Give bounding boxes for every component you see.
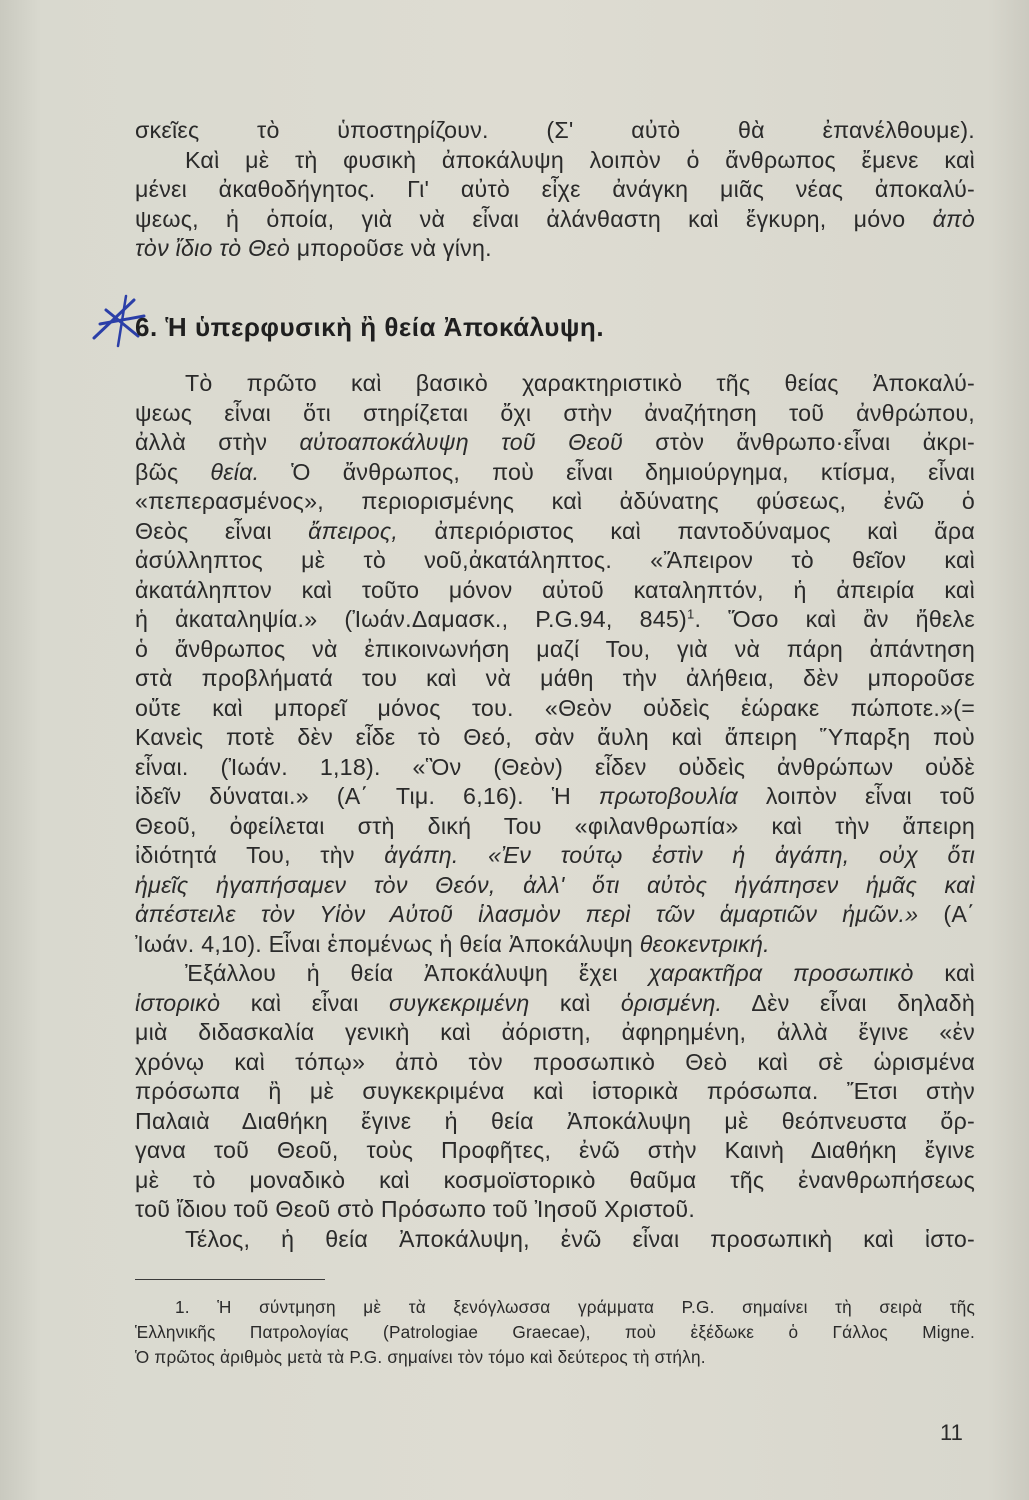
- text-segment: ἀπεριόριστος καὶ παντοδύναμος καὶ ἄρα: [398, 517, 975, 544]
- text-segment: λοιπὸν εἶναι τοῦ: [737, 783, 975, 809]
- text-line: [135, 841, 975, 871]
- text-segment: . Ὅσο καὶ ἂν ἤθελε: [694, 606, 975, 632]
- text-segment: Ὁ ἄνθρωπος, ποὺ εἶναι δημιούργημα, κτίσμα, εἶναι: [259, 458, 975, 485]
- italic-text: ἱστορικὸ: [135, 989, 221, 1016]
- text-line: τοῦ ἴδιου τοῦ Θεοῦ στὸ Πρόσωπο τοῦ Ἰησοῦ Χριστοῦ.: [135, 1196, 696, 1222]
- italic-text: ἄπειρος,: [308, 517, 399, 544]
- footnote-ref: 1: [687, 606, 695, 622]
- italic-text: ἀπὸ: [932, 205, 975, 232]
- italic-text: τὸν ἴδιο τὸ Θεὸ: [135, 235, 291, 261]
- second-paragraph: [135, 959, 975, 1254]
- italic-text: θεοκεντρική.: [639, 930, 770, 957]
- text-line: [135, 605, 975, 635]
- text-line: [135, 205, 975, 235]
- text-segment: μποροῦσε νὰ γίνη.: [290, 235, 492, 261]
- text-segment: βῶς: [135, 458, 211, 485]
- text-line: στὰ προβλήματά του καὶ νὰ μάθη τὴν ἀλήθεια, δὲν μποροῦσε: [135, 665, 975, 691]
- text-line: [135, 458, 975, 488]
- text-segment: στὸν ἄνθρωπο·εἶναι ἀκρι-: [623, 429, 976, 455]
- italic-text: πρωτοβουλία: [598, 783, 738, 809]
- text-segment: Θεὸς εἶναι: [135, 517, 309, 544]
- text-line: μένει ἀκαθοδήγητος. Γι' αὐτὸ εἶχε ἀνάγκη μιᾶς νέας ἀποκαλύ-: [135, 176, 975, 202]
- text-segment: ἡ ἀκαταληψία.» (Ἰωάν.Δαμασκ., P.G.94, 845): [135, 606, 687, 632]
- text-line: ψεως εἶναι ὅτι στηρίζεται ὄχι στὴν ἀναζήτηση τοῦ ἀνθρώπου,: [135, 399, 975, 426]
- text-segment: καὶ εἶναι: [220, 989, 389, 1016]
- text-segment: Ἰωάν. 4,10). Εἶναι ἑπομένως ἡ θεία Ἀποκάλυψη: [135, 930, 640, 957]
- text-line: [135, 871, 975, 901]
- page-number: 11: [940, 1420, 963, 1445]
- text-line: εἶναι. (Ἰωάν. 1,18). «Ὃν (Θεὸν) εἶδεν οὐδεὶς ἀνθρώπων οὐδὲ: [135, 753, 975, 780]
- text-line: Καὶ μὲ τὴ φυσικὴ ἀποκάλυψη λοιπὸν ὁ ἄνθρωπος ἔμενε καὶ: [185, 146, 975, 173]
- italic-text: ἀγάπη. «Ἐν τούτῳ ἐστὶν ἡ ἀγάπη, οὐχ ὅτι: [384, 842, 975, 868]
- text-line: ὁ ἄνθρωπος νὰ ἐπικοινωνήση μαζί Του, γιὰ νὰ πάρη ἀπάντηση: [135, 635, 975, 662]
- text-line: Παλαιὰ Διαθήκη ἔγινε ἡ θεία Ἀποκάλυψη μὲ θεόπνευστα ὄρ-: [135, 1107, 975, 1134]
- footnote-line: Ὁ πρῶτος ἀριθμὸς μετὰ τὰ P.G. σημαίνει τὸν τόμο καὶ δεύτερος τὴ στήλη.: [135, 1347, 706, 1367]
- text-line: [135, 517, 975, 547]
- text-line: σκεῖες τὸ ὑποστηρίζουν. (Σ' αὐτὸ θὰ ἐπανέλθουμε).: [135, 117, 975, 143]
- footnote: [135, 1295, 975, 1370]
- text-line: χρόνῳ καὶ τόπῳ» ἀπὸ τὸν προσωπικὸ Θεὸ καὶ σὲ ὡρισμένα: [135, 1048, 975, 1075]
- italic-text: χαρακτῆρα προσωπικὸ: [648, 960, 914, 986]
- italic-text: αὐτοαποκάλυψη τοῦ Θεοῦ: [299, 429, 623, 455]
- text-line: μὲ τὸ μοναδικὸ καὶ κοσμοϊστορικὸ θαῦμα τῆς ἐνανθρωπήσεως: [135, 1166, 975, 1193]
- text-line: [135, 989, 975, 1019]
- text-line: «πεπερασμένος», περιορισμένης καὶ ἀδύνατης φύσεως, ἐνῶ ὁ: [135, 488, 975, 514]
- text-segment: ἀλλὰ στὴν: [135, 429, 300, 455]
- text-line: πρόσωπα ἢ μὲ συγκεκριμένα καὶ ἱστορικὰ πρόσωπα. Ἔτσι στὴν: [135, 1078, 975, 1104]
- italic-text: θεία.: [210, 458, 260, 485]
- text-segment: (Α΄: [918, 901, 976, 927]
- main-paragraph: [135, 369, 975, 959]
- text-line: Τὸ πρῶτο καὶ βασικὸ χαρακτηριστικὸ τῆς θείας Ἀποκαλύ-: [185, 370, 975, 396]
- text-segment: ἰδιότητά Του, τὴν: [135, 842, 385, 868]
- text-line: Θεοῦ, ὀφείλεται στὴ δική Του «φιλανθρωπία» καὶ τὴν ἄπειρη: [135, 812, 975, 839]
- text-line: ἀκατάληπτον καὶ τοῦτο μόνον αὐτοῦ καταληπτόν, ἡ ἀπειρία καὶ: [135, 576, 975, 603]
- text-segment: Ἐξάλλου ἡ θεία Ἀποκάλυψη ἔχει: [185, 960, 649, 986]
- text-segment: ψεως, ἡ ὁποία, γιὰ νὰ εἶναι ἀλάνθαστη καὶ ἔγκυρη, μόνο: [135, 205, 933, 232]
- text-line: [135, 782, 975, 812]
- text-line: ἀσύλληπτος μὲ τὸ νοῦ,ἀκατάληπτος. «Ἄπειρον τὸ θεῖον καὶ: [135, 547, 975, 573]
- italic-text: συγκεκριμένη: [388, 989, 530, 1016]
- text-line: οὔτε καὶ μπορεῖ μόνος του. «Θεὸν οὐδεὶς ἑώρακε πώποτε.»(=: [135, 694, 975, 721]
- text-line: γανα τοῦ Θεοῦ, τοὺς Προφῆτες, ἐνῶ στὴν Καινὴ Διαθήκη ἔγινε: [135, 1137, 975, 1163]
- text-line: μιὰ διδασκαλία γενικὴ καὶ ἀόριστη, ἀφηρημένη, ἀλλὰ ἔγινε «ἐν: [135, 1019, 975, 1045]
- section-heading: 6. Ἡ ὑπερφυσικὴ ἢ θεία Ἀποκάλυψη.: [135, 312, 605, 342]
- text-line: Τέλος, ἡ θεία Ἀποκάλυψη, ἐνῶ εἶναι προσωπικὴ καὶ ἱστο-: [185, 1225, 975, 1252]
- text-line: [135, 234, 975, 264]
- top-paragraph: [135, 116, 975, 264]
- footnote-line: Ἑλληνικῆς Πατρολογίας (Patrologiae Graecae), ποὺ ἐξέδωκε ὁ Γάλλος Migne.: [135, 1322, 975, 1342]
- text-line: [135, 900, 975, 930]
- italic-text: ἡμεῖς ἠγαπήσαμεν τὸν Θεόν, ἀλλ' ὅτι αὐτὸς ἠγάπησεν ἡμᾶς καὶ: [135, 871, 975, 898]
- italic-text: ἀπέστειλε τὸν Υἱὸν Αὐτοῦ ἱλασμὸν περὶ τῶν ἁμαρτιῶν ἡμῶν.»: [135, 901, 919, 927]
- text-segment: καὶ: [913, 960, 976, 986]
- text-line: Κανεὶς ποτὲ δὲν εἶδε τὸ Θεό, σὰν ἄυλη καὶ ἄπειρη Ὕπαρξη ποὺ: [135, 724, 975, 750]
- text-line: [135, 428, 975, 458]
- text-line: [135, 930, 975, 960]
- footnote-divider: [135, 1279, 325, 1280]
- footnote-line: 1. Ἡ σύντμηση μὲ τὰ ξενόγλωσσα γράμματα P.G. σημαίνει τὴ σειρὰ τῆς: [175, 1297, 975, 1317]
- italic-text: ὁρισμένη.: [620, 989, 723, 1016]
- text-segment: καὶ: [529, 989, 621, 1016]
- text-line: [135, 959, 975, 989]
- text-segment: ἰδεῖν δύναται.» (Α΄ Τιμ. 6,16). Ἡ: [135, 783, 599, 809]
- text-segment: Δὲν εἶναι δηλαδὴ: [722, 989, 975, 1016]
